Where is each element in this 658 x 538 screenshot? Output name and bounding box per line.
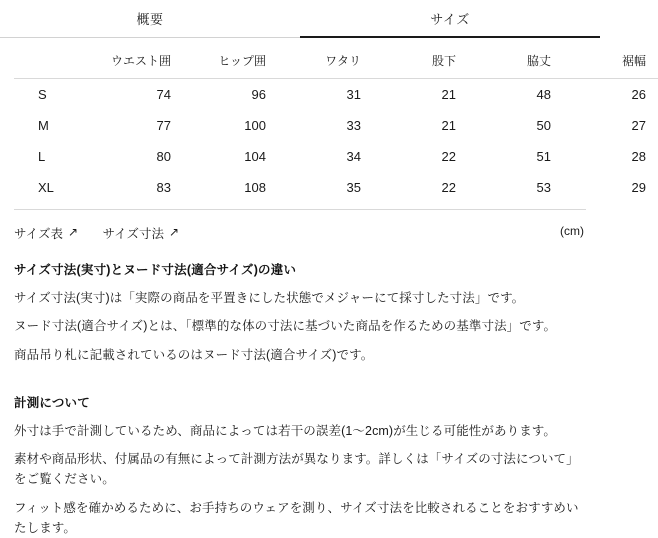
info-content xyxy=(0,240,600,538)
cell-waist: 83 xyxy=(88,172,183,203)
column-header-waist: ウエスト囲 xyxy=(88,38,183,79)
size-chart-link-label: サイズ表 xyxy=(14,224,63,242)
cell-sidelength: 50 xyxy=(468,110,563,141)
size-chart-link[interactable] xyxy=(14,224,78,242)
size-table-wrap xyxy=(0,38,600,203)
size-measurement-link-label: サイズ寸法 xyxy=(103,224,165,242)
cell-hip: 100 xyxy=(183,110,278,141)
section-title-measurement: 計測について xyxy=(14,393,586,411)
cell-hip: 104 xyxy=(183,141,278,172)
column-header-hemwidth: 裾幅 xyxy=(563,38,658,79)
column-header-sidelength: 脇丈 xyxy=(468,38,563,79)
cell-waist: 74 xyxy=(88,79,183,111)
cell-sidelength: 51 xyxy=(468,141,563,172)
cell-hemwidth: 26 xyxy=(563,79,658,111)
tab-overview[interactable]: 概要 xyxy=(0,0,300,38)
column-header-size xyxy=(14,38,88,79)
row-size-label: L xyxy=(14,141,88,172)
section-paragraph: サイズ寸法(実寸)は「実際の商品を平置きにした状態でメジャーにて採寸した寸法」です。 xyxy=(14,288,586,308)
table-header-row xyxy=(14,38,658,79)
column-header-inseam: 股下 xyxy=(373,38,468,79)
cell-inseam: 21 xyxy=(373,110,468,141)
cell-thigh: 31 xyxy=(278,79,373,111)
section-paragraph: ヌード寸法(適合サイズ)とは、「標準的な体の寸法に基づいた商品を作るための基準寸法」です。 xyxy=(14,316,586,336)
section-spacer xyxy=(14,373,586,383)
section-paragraph: 外寸は手で計測しているため、商品によっては若干の誤差(1〜2cm)が生じる可能性があります。 xyxy=(14,421,586,441)
cell-thigh: 34 xyxy=(278,141,373,172)
row-size-label: XL xyxy=(14,172,88,203)
cell-hip: 96 xyxy=(183,79,278,111)
external-link-icon: ↗ xyxy=(169,225,179,239)
cell-hip: 108 xyxy=(183,172,278,203)
size-table xyxy=(14,38,658,203)
cell-waist: 80 xyxy=(88,141,183,172)
unit-label: (cm) xyxy=(560,224,584,238)
cell-waist: 77 xyxy=(88,110,183,141)
column-header-hip: ヒップ囲 xyxy=(183,38,278,79)
cell-sidelength: 53 xyxy=(468,172,563,203)
row-size-label: M xyxy=(14,110,88,141)
size-table-head xyxy=(14,38,658,79)
table-row xyxy=(14,172,658,203)
column-header-thigh: ワタリ xyxy=(278,38,373,79)
section-paragraph: 商品吊り札に記載されているのはヌード寸法(適合サイズ)です。 xyxy=(14,345,586,365)
row-size-label: S xyxy=(14,79,88,111)
cell-hemwidth: 28 xyxy=(563,141,658,172)
section-paragraph: フィット感を確かめるために、お手持ちのウェアを測り、サイズ寸法を比較されることをおすすめいたします。 xyxy=(14,498,586,538)
size-measurement-link[interactable] xyxy=(103,224,180,242)
section-paragraph: 素材や商品形状、付属品の有無によって計測方法が異なります。詳しくは「サイズの寸法について」をご覧ください。 xyxy=(14,449,586,490)
tab-size[interactable]: サイズ xyxy=(300,0,600,38)
section-title-difference: サイズ寸法(実寸)とヌード寸法(適合サイズ)の違い xyxy=(14,260,586,278)
cell-thigh: 33 xyxy=(278,110,373,141)
cell-inseam: 22 xyxy=(373,172,468,203)
cell-inseam: 22 xyxy=(373,141,468,172)
size-table-body xyxy=(14,79,658,204)
table-row xyxy=(14,79,658,111)
cell-hemwidth: 27 xyxy=(563,110,658,141)
table-row xyxy=(14,141,658,172)
cell-sidelength: 48 xyxy=(468,79,563,111)
tab-bar xyxy=(0,0,600,38)
cell-thigh: 35 xyxy=(278,172,373,203)
links-row xyxy=(0,210,600,240)
external-link-icon: ↗ xyxy=(68,225,78,239)
table-row xyxy=(14,110,658,141)
cell-hemwidth: 29 xyxy=(563,172,658,203)
cell-inseam: 21 xyxy=(373,79,468,111)
